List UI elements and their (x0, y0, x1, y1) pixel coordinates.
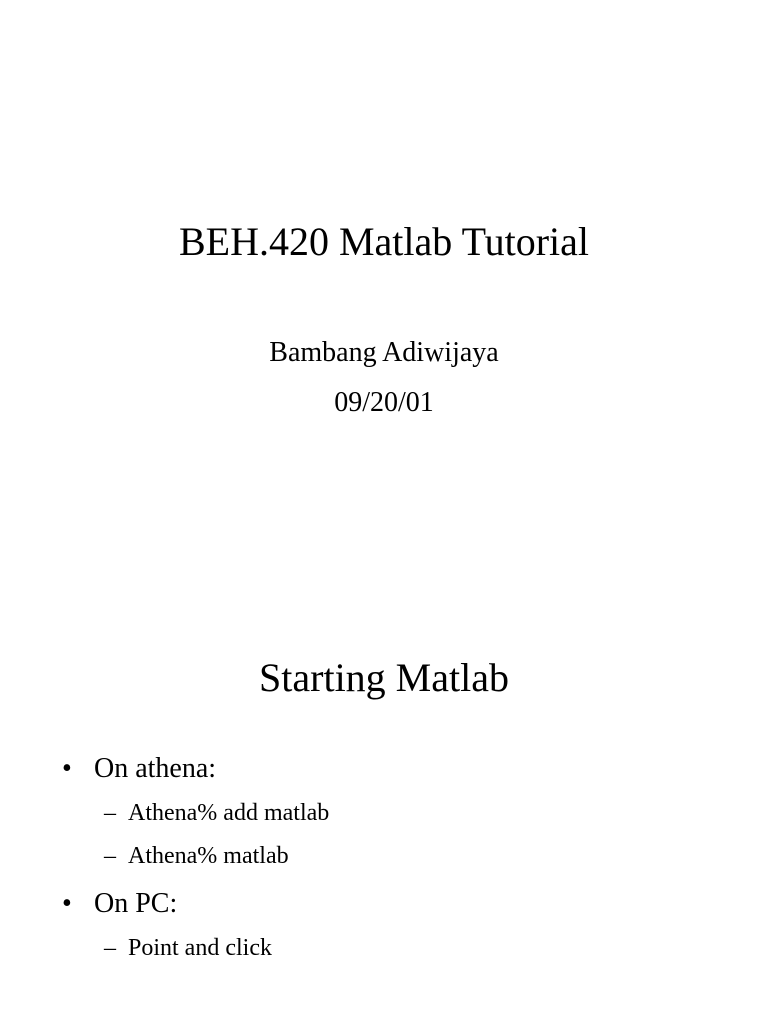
slide-title: BEH.420 Matlab Tutorial (178, 219, 590, 264)
sub-bullet-item (104, 933, 272, 963)
sub-bullet-item (104, 798, 329, 828)
sub-bullet-label: Athena% matlab (128, 843, 289, 869)
sub-bullet-label: Athena% add matlab (128, 800, 330, 826)
dash-icon: – (104, 800, 116, 826)
bullet-label: On athena: (94, 753, 217, 784)
bullet-item-pc (62, 887, 177, 921)
bullet-label: On PC: (94, 888, 178, 919)
dash-icon: – (104, 843, 116, 869)
bullet-icon: • (62, 753, 72, 784)
presentation-date: 09/20/01 (334, 387, 434, 418)
content-slide (0, 520, 768, 1024)
bullet-item-athena (62, 752, 216, 786)
bullet-icon: • (62, 888, 72, 919)
slide-title: Starting Matlab (259, 655, 509, 700)
author-name: Bambang Adiwijaya (269, 337, 499, 368)
sub-bullet-label: Point and click (128, 935, 272, 961)
sub-bullet-item (104, 841, 289, 871)
dash-icon: – (104, 935, 116, 961)
